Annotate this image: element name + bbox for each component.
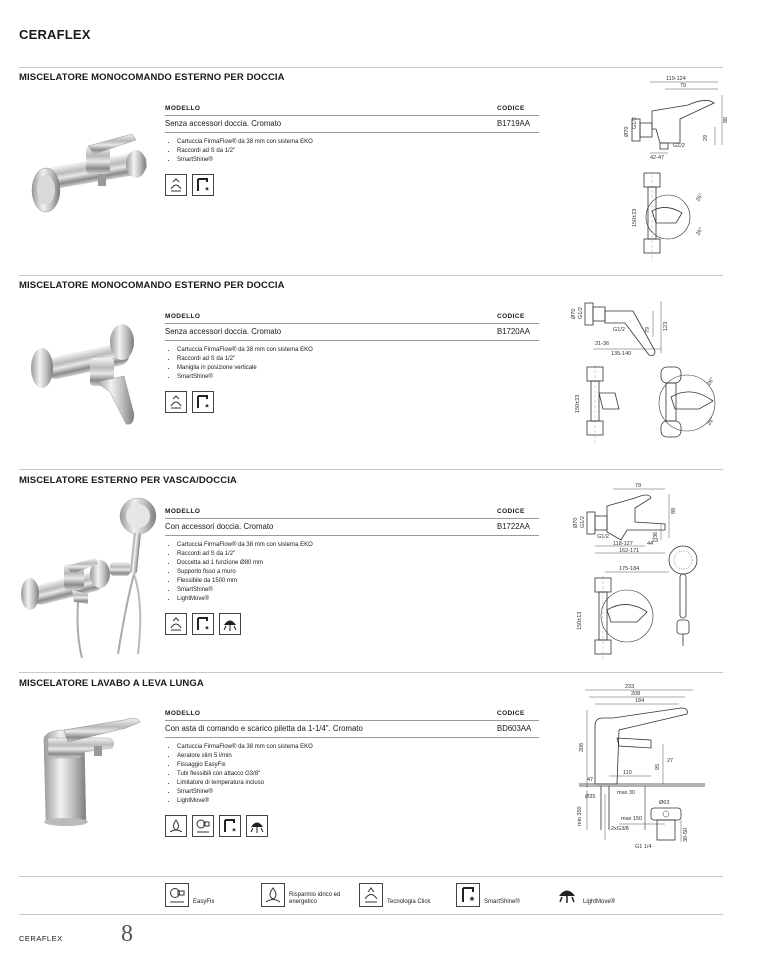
legend-item-click xyxy=(359,883,430,907)
legend-label: Tecnologia Click xyxy=(387,899,431,905)
svg-text:31-36: 31-36 xyxy=(595,341,610,347)
header-code: CODICE xyxy=(497,105,525,112)
svg-text:Ø70: Ø70 xyxy=(571,308,577,319)
svg-text:G1/2: G1/2 xyxy=(580,516,586,528)
product-table xyxy=(165,710,539,837)
svg-text:110: 110 xyxy=(623,770,632,776)
feature-item: • Doccetta ad 1 funzione Ø80 mm xyxy=(177,559,539,568)
feature-item: • Cartuccia FirmaFlow® da 38 mm con sistema EKO xyxy=(177,138,539,147)
divider xyxy=(19,914,723,915)
legend-item-easyfix xyxy=(165,883,214,907)
legend-item-water-saving xyxy=(261,883,351,907)
svg-text:123: 123 xyxy=(663,321,669,331)
click-technology-icon xyxy=(359,883,383,907)
svg-text:162-171: 162-171 xyxy=(619,548,640,554)
svg-text:88: 88 xyxy=(671,507,677,514)
product-code: B1720AA xyxy=(497,327,530,336)
svg-text:G1/2: G1/2 xyxy=(613,327,625,333)
svg-text:Ø35: Ø35 xyxy=(585,794,596,800)
easyfix-icon xyxy=(192,815,214,837)
technical-drawing-1 xyxy=(610,75,730,265)
feature-item: • Maniglia in posizione verticale xyxy=(177,364,539,373)
feature-list xyxy=(165,541,539,604)
svg-text:26°: 26° xyxy=(706,416,716,427)
water-saving-icon xyxy=(261,883,285,907)
section-title: MISCELATORE LAVABO A LEVA LUNGA xyxy=(19,678,204,689)
svg-text:119-124: 119-124 xyxy=(666,76,686,82)
svg-text:23: 23 xyxy=(652,538,659,544)
divider xyxy=(19,275,723,276)
svg-text:175-184: 175-184 xyxy=(619,566,640,572)
svg-text:Ø70: Ø70 xyxy=(573,517,579,528)
model-description: Senza accessori doccia. Cromato xyxy=(165,119,282,128)
svg-text:79: 79 xyxy=(645,326,651,333)
svg-text:Ø63: Ø63 xyxy=(659,800,670,806)
feature-item: • Aeratore slim 5 l/min xyxy=(177,752,539,761)
feature-item: • Supporto fisso a muro xyxy=(177,568,539,577)
svg-text:47: 47 xyxy=(587,777,594,783)
svg-text:2xG3/8: 2xG3/8 xyxy=(611,826,629,832)
svg-text:95: 95 xyxy=(655,763,661,770)
smartshine-icon xyxy=(192,613,214,635)
legend-item-smartshine xyxy=(456,883,520,907)
feature-item: • Tubi flessibili con attacco G3/8" xyxy=(177,770,539,779)
svg-text:42-47: 42-47 xyxy=(650,155,665,161)
smartshine-icon xyxy=(192,174,214,196)
feature-item: • Flessibile da 1500 mm xyxy=(177,577,539,586)
lightmove-icon xyxy=(246,815,268,837)
technical-drawing-2 xyxy=(565,297,725,447)
svg-text:26°: 26° xyxy=(695,226,705,237)
click-technology-icon xyxy=(165,174,187,196)
feature-item: • SmartShine® xyxy=(177,373,539,382)
smartshine-icon xyxy=(192,391,214,413)
divider xyxy=(19,672,723,673)
header-model: MODELLO xyxy=(165,710,201,717)
feature-item: • SmartShine® xyxy=(177,586,539,595)
legend-label: SmartShine® xyxy=(484,899,520,905)
click-technology-icon xyxy=(165,613,187,635)
product-code: BD603AA xyxy=(497,724,532,733)
feature-item: • Limitatore di temperatura incluso xyxy=(177,779,539,788)
product-table xyxy=(165,105,539,196)
feature-list xyxy=(165,743,539,806)
page-number: 8 xyxy=(121,921,133,947)
svg-text:26°: 26° xyxy=(706,376,716,387)
svg-text:max 150: max 150 xyxy=(621,816,643,822)
legend-label: Risparmio idrico ed energetico xyxy=(289,892,341,905)
svg-text:79: 79 xyxy=(635,483,642,489)
svg-text:29: 29 xyxy=(703,134,709,141)
svg-text:44: 44 xyxy=(647,541,654,547)
feature-item: • Fissaggio EasyFix xyxy=(177,761,539,770)
technical-drawing-4 xyxy=(565,680,725,855)
svg-text:150±23: 150±23 xyxy=(632,208,638,227)
svg-text:208: 208 xyxy=(631,691,641,697)
feature-list xyxy=(165,346,539,382)
feature-legend xyxy=(163,883,723,911)
footer-brand: CERAFLEX xyxy=(19,934,63,943)
svg-text:Ø70: Ø70 xyxy=(624,126,630,137)
svg-text:86: 86 xyxy=(723,116,729,123)
header-model: MODELLO xyxy=(165,105,201,112)
product-code: B1719AA xyxy=(497,119,530,128)
svg-text:G1 1/4: G1 1/4 xyxy=(635,844,652,850)
svg-text:27: 27 xyxy=(667,758,674,764)
svg-text:150±23: 150±23 xyxy=(575,394,581,413)
feature-item: • Raccordi ad S da 1/2" xyxy=(177,147,539,156)
legend-item-lightmove xyxy=(555,883,615,907)
model-description: Con asta di comando e scarico piletta da 1-1/4". Cromato xyxy=(165,724,363,733)
product-code: B1722AA xyxy=(497,522,530,531)
svg-text:79: 79 xyxy=(680,83,687,89)
product-image-basin-mixer xyxy=(20,712,145,832)
header-code: CODICE xyxy=(497,313,525,320)
divider xyxy=(19,469,723,470)
feature-item: • Raccordi ad S da 1/2" xyxy=(177,355,539,364)
lightmove-icon xyxy=(555,883,579,907)
legend-label: LightMove® xyxy=(583,899,616,905)
svg-text:G1/2: G1/2 xyxy=(578,307,584,319)
header-model: MODELLO xyxy=(165,508,201,515)
feature-item: • Cartuccia FirmaFlow® da 38 mm con sistema EKO xyxy=(177,743,539,752)
divider xyxy=(19,67,723,68)
svg-text:150±13: 150±13 xyxy=(577,611,583,630)
svg-text:G1/2: G1/2 xyxy=(673,143,685,149)
product-image-bath-shower-mixer xyxy=(18,494,158,658)
feature-item: • Raccordi ad S da 1/2" xyxy=(177,550,539,559)
svg-text:233: 233 xyxy=(625,684,635,690)
technical-drawing-3 xyxy=(565,480,725,660)
product-table xyxy=(165,313,539,413)
svg-text:36: 36 xyxy=(653,531,659,538)
product-image-shower-mixer xyxy=(24,128,154,216)
easyfix-icon xyxy=(165,883,189,907)
lightmove-icon xyxy=(219,613,241,635)
section-title: MISCELATORE MONOCOMANDO ESTERNO PER DOCCIA xyxy=(19,72,285,83)
svg-text:118-127: 118-127 xyxy=(613,541,633,547)
product-image-shower-mixer-vertical xyxy=(30,318,155,428)
svg-text:184: 184 xyxy=(635,698,645,704)
feature-item: • LightMove® xyxy=(177,797,539,806)
feature-item: • SmartShine® xyxy=(177,788,539,797)
section-title: MISCELATORE MONOCOMANDO ESTERNO PER DOCCIA xyxy=(19,280,285,291)
svg-text:135-140: 135-140 xyxy=(611,351,632,357)
svg-text:G1/2: G1/2 xyxy=(597,534,609,540)
feature-item: • LightMove® xyxy=(177,595,539,604)
feature-list xyxy=(165,138,539,165)
svg-text:min 350: min 350 xyxy=(577,806,583,826)
product-table xyxy=(165,508,539,635)
legend-label: EasyFix xyxy=(193,899,215,905)
feature-item: • Cartuccia FirmaFlow® da 38 mm con sistema EKO xyxy=(177,346,539,355)
header-model: MODELLO xyxy=(165,313,201,320)
click-technology-icon xyxy=(165,391,187,413)
feature-item: • Cartuccia FirmaFlow® da 38 mm con sistema EKO xyxy=(177,541,539,550)
svg-text:206: 206 xyxy=(579,742,585,752)
smartshine-icon xyxy=(456,883,480,907)
svg-text:max 30: max 30 xyxy=(617,790,636,796)
feature-item: • SmartShine® xyxy=(177,156,539,165)
divider xyxy=(19,876,723,877)
header-code: CODICE xyxy=(497,710,525,717)
smartshine-icon xyxy=(219,815,241,837)
svg-text:G1/2: G1/2 xyxy=(632,117,638,129)
brand-title: CERAFLEX xyxy=(19,27,91,42)
model-description: Senza accessori doccia. Cromato xyxy=(165,327,282,336)
water-saving-icon xyxy=(165,815,187,837)
model-description: Con accessori doccia. Cromato xyxy=(165,522,274,531)
svg-text:30-50: 30-50 xyxy=(683,827,689,842)
section-title: MISCELATORE ESTERNO PER VASCA/DOCCIA xyxy=(19,475,237,486)
svg-text:26°: 26° xyxy=(695,192,705,203)
header-code: CODICE xyxy=(497,508,525,515)
